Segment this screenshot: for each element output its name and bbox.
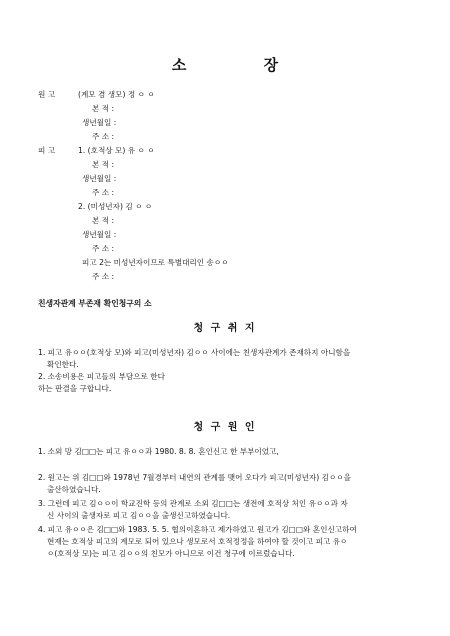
defendant-1-field-domicile: 본 적 : xyxy=(92,160,115,169)
claim-reason-item-2-line-1: 2. 원고는 위 김□□와 1978년 7월경부터 내연의 관계를 맺어 오다가 피고(미성년자) 김ㅇㅇ을 xyxy=(38,473,351,482)
claim-purpose-closing: 하는 판결을 구합니다. xyxy=(38,384,112,393)
claim-reason-item-3 xyxy=(38,498,416,522)
plaintiff-field-address: 주 소 : xyxy=(92,132,115,141)
claim-reason-item-2-line-2: 출산하였습니다. xyxy=(47,485,101,494)
plaintiff-field-birthdate: 생년월일 : xyxy=(82,118,117,127)
claim-reason-item-3-line-1: 3. 그런데 피고 김ㅇㅇ이 학교진학 등의 관계로 소외 김□□는 생전에 호적상 처인 유ㅇㅇ과 자 xyxy=(38,499,348,508)
defendant-2-field-address: 주 소 : xyxy=(92,244,115,253)
defendants-label: 피 고 xyxy=(38,146,56,155)
claim-reason-item-4-line-2: 현재는 호적상 피고의 계모로 되어 있으나 생모로서 호적정정을 하여야 할 것이고 피고 유ㅇ xyxy=(47,537,348,546)
plaintiff-label: 원 고 xyxy=(38,90,56,99)
case-name: 친생자관계 부존재 확인청구의 소 xyxy=(38,299,152,308)
defendant-1-field-birthdate: 생년월일 : xyxy=(82,174,117,183)
claim-reason-item-4 xyxy=(38,524,416,560)
claim-purpose-item-1-line-2: 확인한다. xyxy=(47,360,79,369)
defendant-2-field-domicile: 본 적 : xyxy=(92,216,115,225)
claim-purpose-item-2: 2. 소송비용은 피고들의 부담으로 한다 xyxy=(38,372,165,381)
claim-reason-heading: 청 구 원 인 xyxy=(193,422,257,433)
defendant-2-field-birthdate: 생년월일 : xyxy=(82,230,117,239)
claim-reason-item-1-line-1: 1. 소외 망 김□□는 피고 유ㅇㅇ과 1980. 8. 8. 혼인신고 한 부부이었고, xyxy=(38,447,279,456)
plaintiff-name: (계모 겸 생모) 정 ㅇ ㅇ xyxy=(78,90,155,99)
special-representative-address: 주 소 : xyxy=(92,272,115,281)
claim-reason-item-4-line-1: 4. 피고 유ㅇㅇ은 김□□와 1983. 5. 5. 협의이혼하고 제가하였고 원고가 김□□와 혼인신고하여 xyxy=(38,525,357,534)
document-title: 소 장 xyxy=(171,56,315,74)
claim-reason-item-3-line-2: 신 사이의 출생자로 피고 김ㅇㅇ을 출생신고하였습니다. xyxy=(47,511,231,520)
defendant-1-field-address: 주 소 : xyxy=(92,188,115,197)
claim-purpose-body xyxy=(38,347,416,395)
defendant-1-name: 1. (호적상 모) 유 ㅇ ㅇ xyxy=(78,146,155,155)
claim-purpose-heading: 청 구 취 지 xyxy=(193,323,257,334)
claim-reason-item-1 xyxy=(38,446,416,458)
claim-reason-item-2 xyxy=(38,472,416,496)
defendant-2-name: 2. (미성년자) 김 ㅇ ㅇ xyxy=(78,202,153,211)
claim-reason-item-4-line-3: ㅇ(호적상 모)는 피고 김ㅇㅇ의 친모가 아니므로 이건 청구에 이르렀습니다. xyxy=(47,549,295,558)
plaintiff-field-domicile: 본 적 : xyxy=(92,104,115,113)
special-representative-note: 피고 2는 미성년자이므로 특별대리인 송ㅇㅇ xyxy=(82,258,229,267)
claim-purpose-item-1-line-1: 1. 피고 유ㅇㅇ(호적상 모)와 피고(미성년자) 김ㅇㅇ 사이에는 친생자관계가 존재하지 아니함을 xyxy=(38,348,351,357)
